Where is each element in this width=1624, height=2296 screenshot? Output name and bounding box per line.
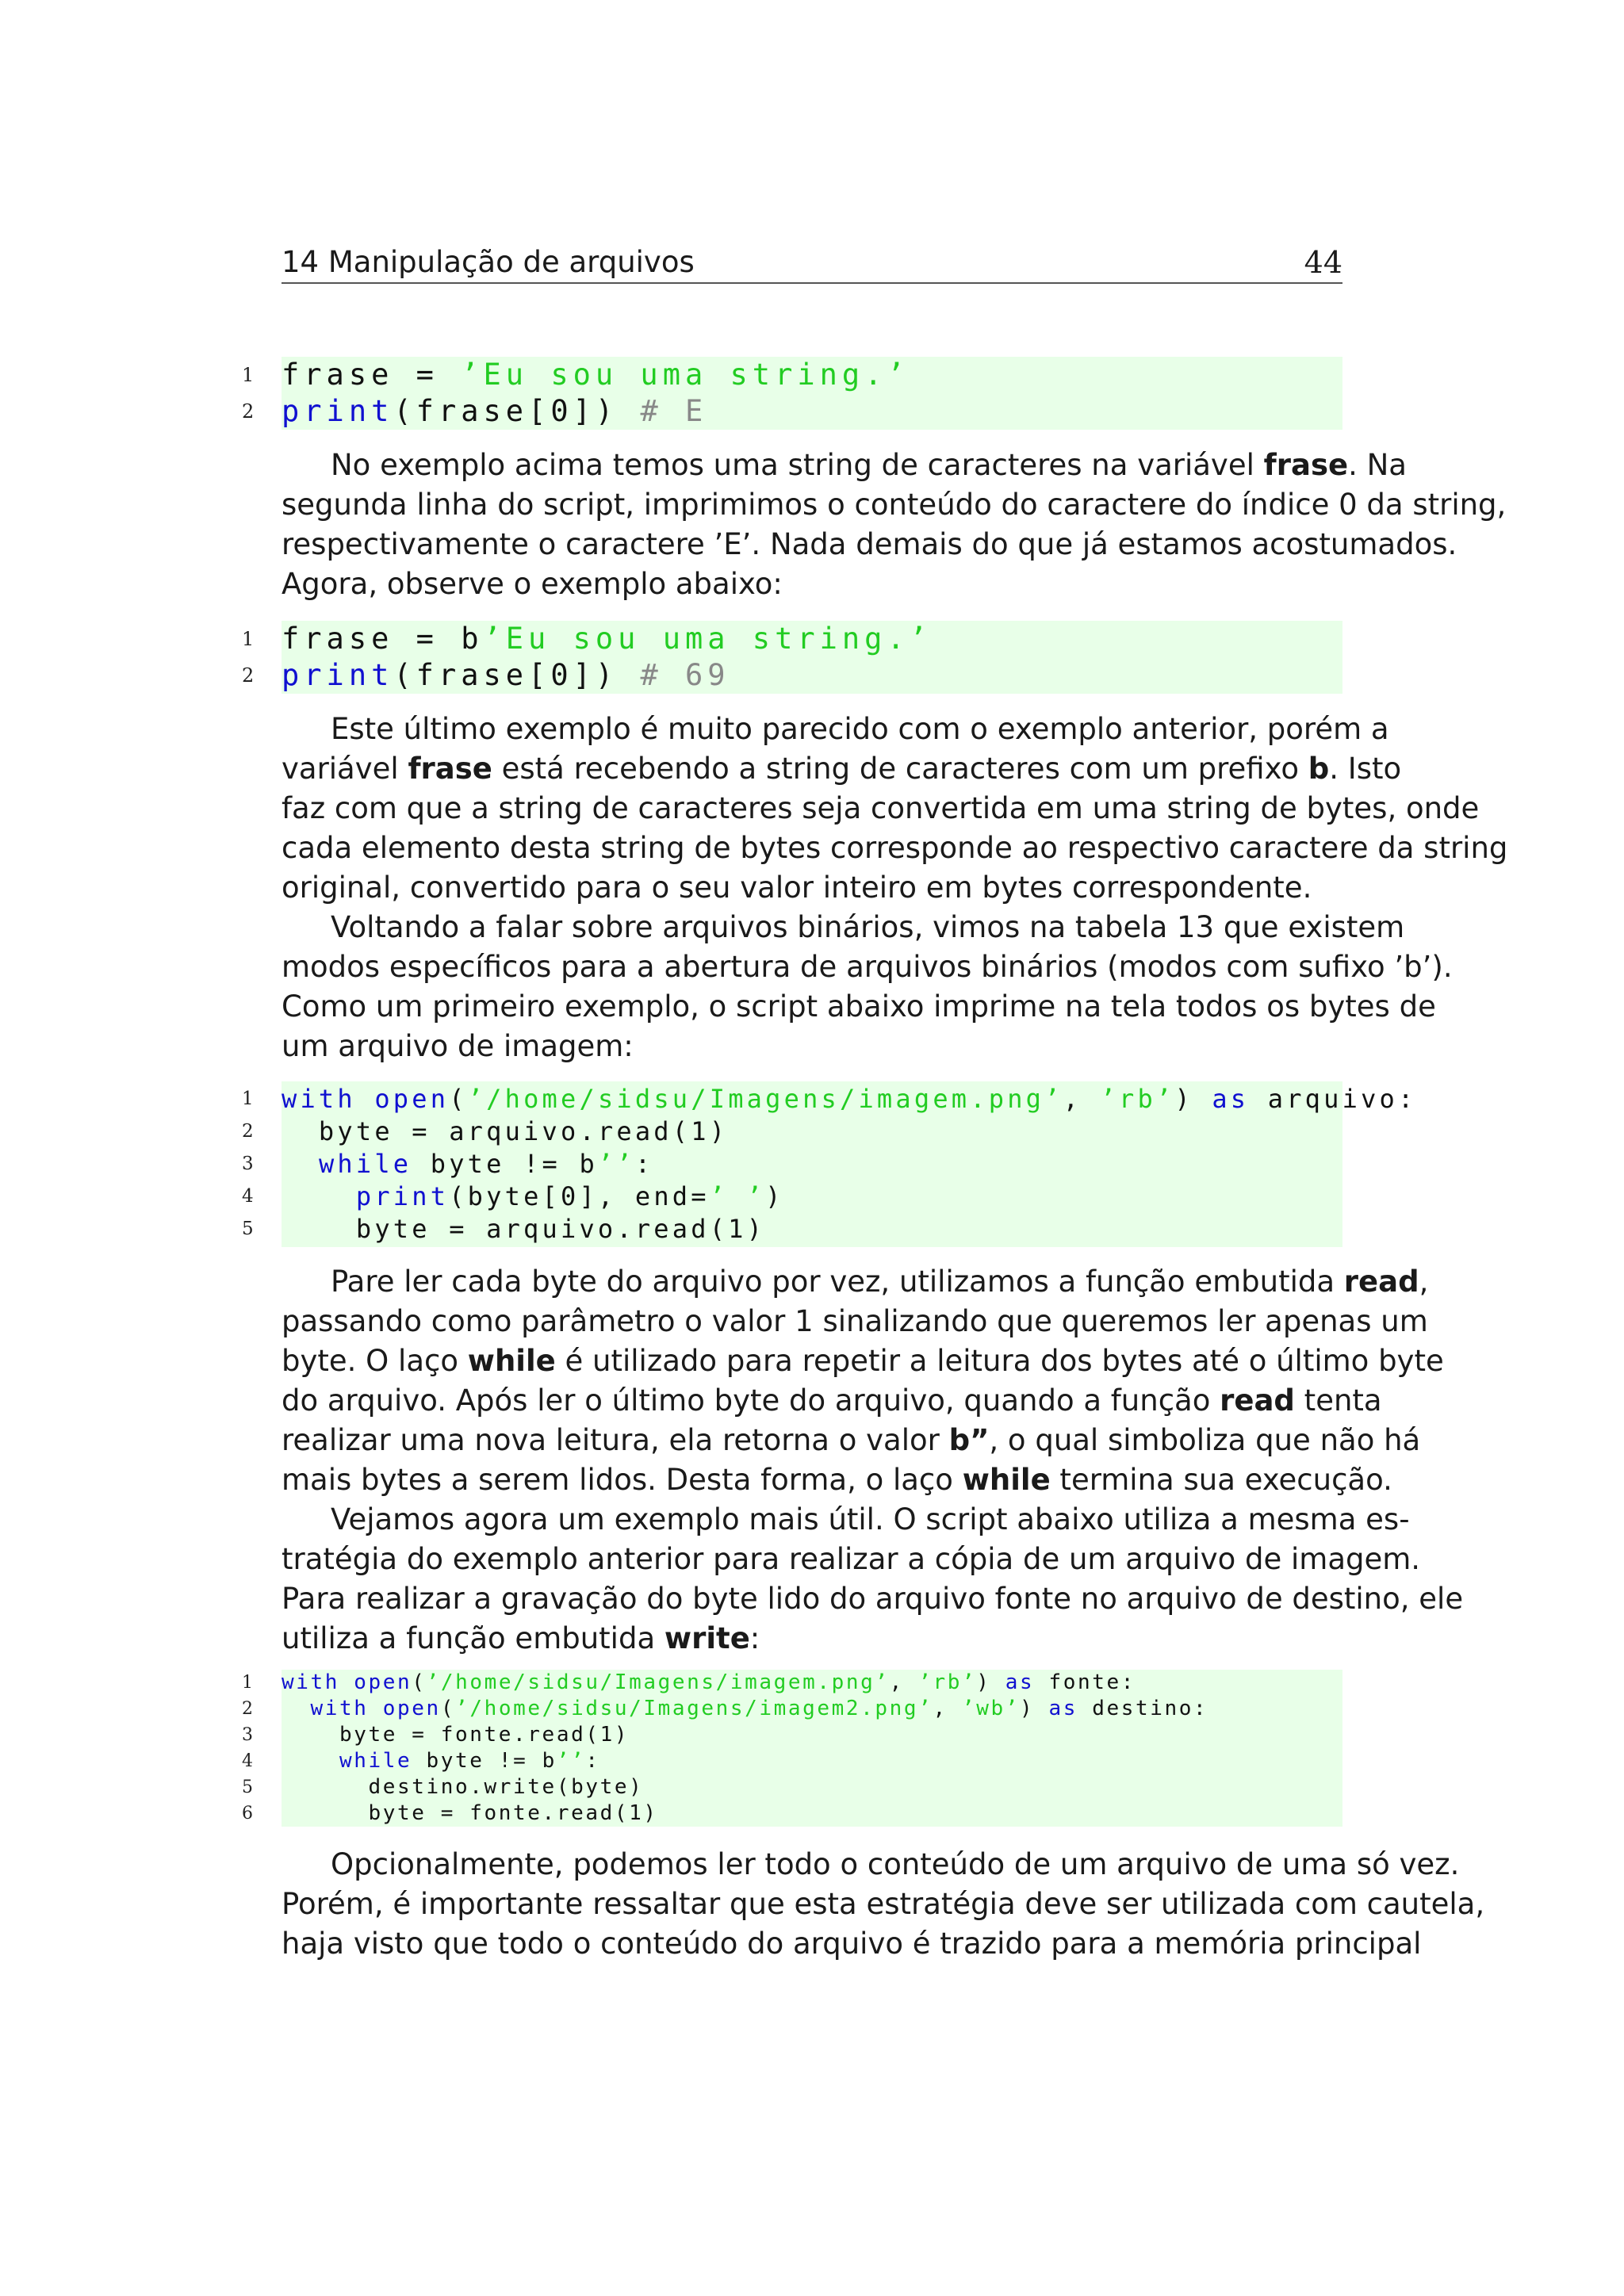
code-string: ’rb’ xyxy=(918,1670,977,1694)
line-number: 2 xyxy=(242,400,259,423)
text-run: mais bytes a serem lidos. Desta forma, o laço xyxy=(282,1463,963,1497)
text-line xyxy=(282,987,1436,1027)
code-string: ’ ’ xyxy=(709,1181,766,1211)
text-run: variável xyxy=(282,752,408,786)
code-text: destino: xyxy=(1078,1697,1208,1720)
text-run: é utilizado para repetir a leitura dos bytes até o último byte xyxy=(555,1344,1444,1378)
code-line xyxy=(242,1148,654,1181)
code-keyword: with xyxy=(310,1697,369,1720)
text-line xyxy=(282,1381,1382,1421)
code-keyword: open xyxy=(374,1084,450,1114)
code-text: ) xyxy=(1174,1084,1212,1114)
code-line xyxy=(242,1774,644,1800)
text-run: tratégia do exemplo anterior para realizar a cópia de um arquivo de imagem. xyxy=(282,1542,1421,1576)
code-text: ( xyxy=(449,1084,468,1114)
line-number: 1 xyxy=(242,1673,255,1693)
line-number: 4 xyxy=(242,1751,255,1771)
text-run: , o qual simboliza que não há xyxy=(989,1423,1421,1457)
bold-term: while xyxy=(962,1463,1051,1497)
text-line xyxy=(282,789,1480,828)
code-keyword: as xyxy=(1212,1084,1250,1114)
running-head xyxy=(282,243,1342,284)
text-run: Para realizar a gravação do byte lido do arquivo fonte no arquivo de destino, ele xyxy=(282,1582,1464,1616)
code-keyword: with xyxy=(282,1670,340,1694)
code-text: (frase[0]) xyxy=(393,658,641,692)
code-line xyxy=(242,1083,1417,1115)
code-keyword: while xyxy=(339,1749,412,1773)
code-string: ’wb’ xyxy=(961,1697,1020,1720)
code-text xyxy=(369,1697,383,1720)
bold-term: while xyxy=(467,1344,556,1378)
text-run: byte. O laço xyxy=(282,1344,468,1378)
text-line xyxy=(282,1500,1410,1540)
text-line xyxy=(282,525,1457,564)
text-line xyxy=(282,749,1402,789)
text-run: termina sua execução. xyxy=(1050,1463,1392,1497)
code-text: ( xyxy=(440,1697,456,1720)
text-run: . Na xyxy=(1348,448,1407,482)
paragraph-3 xyxy=(282,908,1453,1066)
code-listing-4 xyxy=(242,1670,1342,1827)
line-number: 1 xyxy=(242,628,259,650)
text-line xyxy=(282,947,1453,987)
code-string: ’’ xyxy=(556,1749,586,1773)
text-run: original, convertido para o seu valor inteiro em bytes correspondente. xyxy=(282,871,1312,905)
code-text: ) xyxy=(976,1670,1005,1694)
code-text xyxy=(282,1181,356,1211)
code-text: fonte: xyxy=(1034,1670,1136,1694)
code-text xyxy=(282,1749,339,1773)
text-line xyxy=(282,1540,1421,1579)
text-line xyxy=(282,1262,1429,1302)
line-number: 2 xyxy=(242,1121,257,1142)
code-text: byte = arquivo.read(1) xyxy=(282,1116,729,1146)
code-text: frase = b xyxy=(282,622,484,656)
chapter-title: 14 Manipulação de arquivos xyxy=(282,245,695,279)
text-line xyxy=(282,908,1405,947)
text-run: realizar uma nova leitura, ela retorna o valor xyxy=(282,1423,949,1457)
code-string: ’Eu sou uma string.’ xyxy=(483,622,933,656)
code-keyword: as xyxy=(1005,1670,1035,1694)
code-line xyxy=(242,657,730,694)
text-run: respectivamente o caractere ’E’. Nada demais do que já estamos acostumados. xyxy=(282,527,1457,561)
line-number: 2 xyxy=(242,664,259,687)
text-run: haja visto que todo o conteúdo do arquivo é trazido para a memória principal xyxy=(282,1927,1422,1961)
code-text: byte != b xyxy=(412,1749,557,1773)
code-text: (byte[0], end= xyxy=(449,1181,710,1211)
code-keyword: as xyxy=(1048,1697,1078,1720)
text-line xyxy=(282,1885,1485,1924)
paragraph-4 xyxy=(282,1262,1444,1500)
code-text: destino.write(byte) xyxy=(282,1775,644,1799)
code-text: , xyxy=(933,1697,962,1720)
code-text: (frase[0]) xyxy=(393,394,641,428)
code-text: : xyxy=(634,1149,654,1179)
code-text xyxy=(282,1149,319,1179)
text-line xyxy=(282,1619,1342,1659)
code-text: ( xyxy=(412,1670,427,1694)
text-run: do arquivo. Após ler o último byte do arquivo, quando a função xyxy=(282,1383,1220,1418)
line-number: 1 xyxy=(242,364,259,386)
text-run: segunda linha do script, imprimimos o conteúdo do caractere do índice 0 da string, xyxy=(282,488,1507,522)
paragraph-5 xyxy=(282,1500,1464,1659)
text-line xyxy=(282,564,1342,604)
text-run: Opcionalmente, podemos ler todo o conteúdo de um arquivo de uma só vez. xyxy=(331,1847,1460,1881)
text-line xyxy=(282,710,1389,749)
code-line xyxy=(242,1800,658,1827)
text-run: : xyxy=(749,1621,760,1655)
text-line xyxy=(282,1579,1464,1619)
text-line xyxy=(282,1027,1342,1066)
text-line xyxy=(282,446,1407,485)
line-number: 5 xyxy=(242,1777,255,1797)
text-run: Pare ler cada byte do arquivo por vez, utilizamos a função embutida xyxy=(331,1265,1344,1299)
code-text: byte = fonte.read(1) xyxy=(282,1801,658,1825)
code-comment: # 69 xyxy=(640,658,730,692)
text-line xyxy=(282,1845,1460,1885)
text-line xyxy=(282,485,1507,525)
text-run: . Isto xyxy=(1329,752,1402,786)
bold-term: read xyxy=(1343,1265,1419,1299)
code-text: : xyxy=(585,1749,600,1773)
code-text: frase = xyxy=(282,358,462,392)
code-text: ) xyxy=(1019,1697,1049,1720)
code-line xyxy=(242,1115,729,1148)
code-string: ’Eu sou uma string.’ xyxy=(461,358,910,392)
code-keyword: open xyxy=(382,1697,441,1720)
code-keyword: print xyxy=(282,394,394,428)
text-run: utiliza a função embutida xyxy=(282,1621,665,1655)
line-number: 1 xyxy=(242,1089,257,1109)
bold-term: write xyxy=(664,1621,750,1655)
text-run: , xyxy=(1419,1265,1429,1299)
text-run: No exemplo acima temos uma string de caracteres na variável xyxy=(331,448,1264,482)
text-run: faz com que a string de caracteres seja convertida em uma string de bytes, onde xyxy=(282,791,1480,825)
text-run: um arquivo de imagem: xyxy=(282,1029,634,1063)
code-text: byte = fonte.read(1) xyxy=(282,1723,630,1747)
text-line xyxy=(282,868,1342,908)
code-text xyxy=(282,1697,311,1720)
text-run: está recebendo a string de caracteres com um prefixo xyxy=(492,752,1308,786)
line-number: 5 xyxy=(242,1219,257,1239)
code-string: ’/home/sidsu/Imagens/imagem.png’ xyxy=(467,1084,1063,1114)
text-line xyxy=(282,1924,1422,1964)
code-string: ’rb’ xyxy=(1100,1084,1175,1114)
text-run: passando como parâmetro o valor 1 sinalizando que queremos ler apenas um xyxy=(282,1304,1428,1338)
paragraph-6 xyxy=(282,1845,1485,1964)
page-number: 44 xyxy=(1304,245,1342,280)
bold-term: frase xyxy=(1263,448,1349,482)
code-keyword: open xyxy=(354,1670,412,1694)
text-line xyxy=(282,828,1508,868)
text-run: modos específicos para a abertura de arquivos binários (modos com sufixo ’b’). xyxy=(282,950,1453,984)
text-line xyxy=(282,1302,1428,1341)
text-line xyxy=(282,1341,1444,1381)
text-run: Voltando a falar sobre arquivos binários, vimos na tabela 13 que existem xyxy=(331,910,1405,944)
code-line xyxy=(242,621,933,657)
code-line xyxy=(242,1670,1136,1696)
code-line xyxy=(242,357,910,393)
text-line xyxy=(282,1421,1421,1460)
code-text: ) xyxy=(765,1181,784,1211)
code-listing-1 xyxy=(242,357,1342,430)
code-line xyxy=(242,1213,766,1246)
bold-term: b xyxy=(1308,752,1330,786)
line-number: 6 xyxy=(242,1804,255,1823)
code-listing-2 xyxy=(242,621,1342,694)
code-line xyxy=(242,1696,1208,1722)
code-text: byte != b xyxy=(412,1149,598,1179)
line-number: 3 xyxy=(242,1725,255,1745)
code-line xyxy=(242,393,708,430)
paragraph-2 xyxy=(282,710,1508,908)
code-text xyxy=(356,1084,374,1114)
code-keyword: print xyxy=(282,658,394,692)
code-keyword: print xyxy=(355,1181,450,1211)
code-string: ’’ xyxy=(597,1149,635,1179)
text-run: Porém, é importante ressaltar que esta estratégia deve ser utilizada com cautela, xyxy=(282,1887,1485,1921)
code-string: ’/home/sidsu/Imagens/imagem2.png’ xyxy=(455,1697,933,1720)
bold-term: b” xyxy=(948,1423,990,1457)
bold-term: frase xyxy=(408,752,492,786)
code-text: arquivo: xyxy=(1249,1084,1417,1114)
line-number: 4 xyxy=(242,1186,257,1207)
code-keyword: while xyxy=(318,1149,412,1179)
code-text: byte = arquivo.read(1) xyxy=(282,1214,766,1244)
text-run: Agora, observe o exemplo abaixo: xyxy=(282,567,783,601)
code-line xyxy=(242,1748,600,1774)
code-line xyxy=(242,1722,630,1748)
line-number: 2 xyxy=(242,1699,255,1719)
text-run: Este último exemplo é muito parecido com o exemplo anterior, porém a xyxy=(331,712,1389,746)
code-line xyxy=(242,1181,784,1213)
code-text: , xyxy=(1063,1084,1101,1114)
text-run: Vejamos agora um exemplo mais útil. O script abaixo utiliza a mesma es- xyxy=(331,1502,1410,1536)
code-comment: # E xyxy=(640,394,708,428)
text-run: Como um primeiro exemplo, o script abaixo imprime na tela todos os bytes de xyxy=(282,989,1436,1024)
code-text xyxy=(339,1670,354,1694)
code-text: , xyxy=(889,1670,919,1694)
paragraph-1 xyxy=(282,446,1507,604)
text-line xyxy=(282,1460,1392,1500)
text-run: cada elemento desta string de bytes corresponde ao respectivo caractere da string xyxy=(282,831,1508,865)
text-run: tenta xyxy=(1294,1383,1382,1418)
bold-term: read xyxy=(1220,1383,1295,1418)
code-listing-3 xyxy=(242,1081,1417,1247)
line-number: 3 xyxy=(242,1154,257,1174)
code-keyword: with xyxy=(282,1084,356,1114)
code-string: ’/home/sidsu/Imagens/imagem.png’ xyxy=(426,1670,890,1694)
